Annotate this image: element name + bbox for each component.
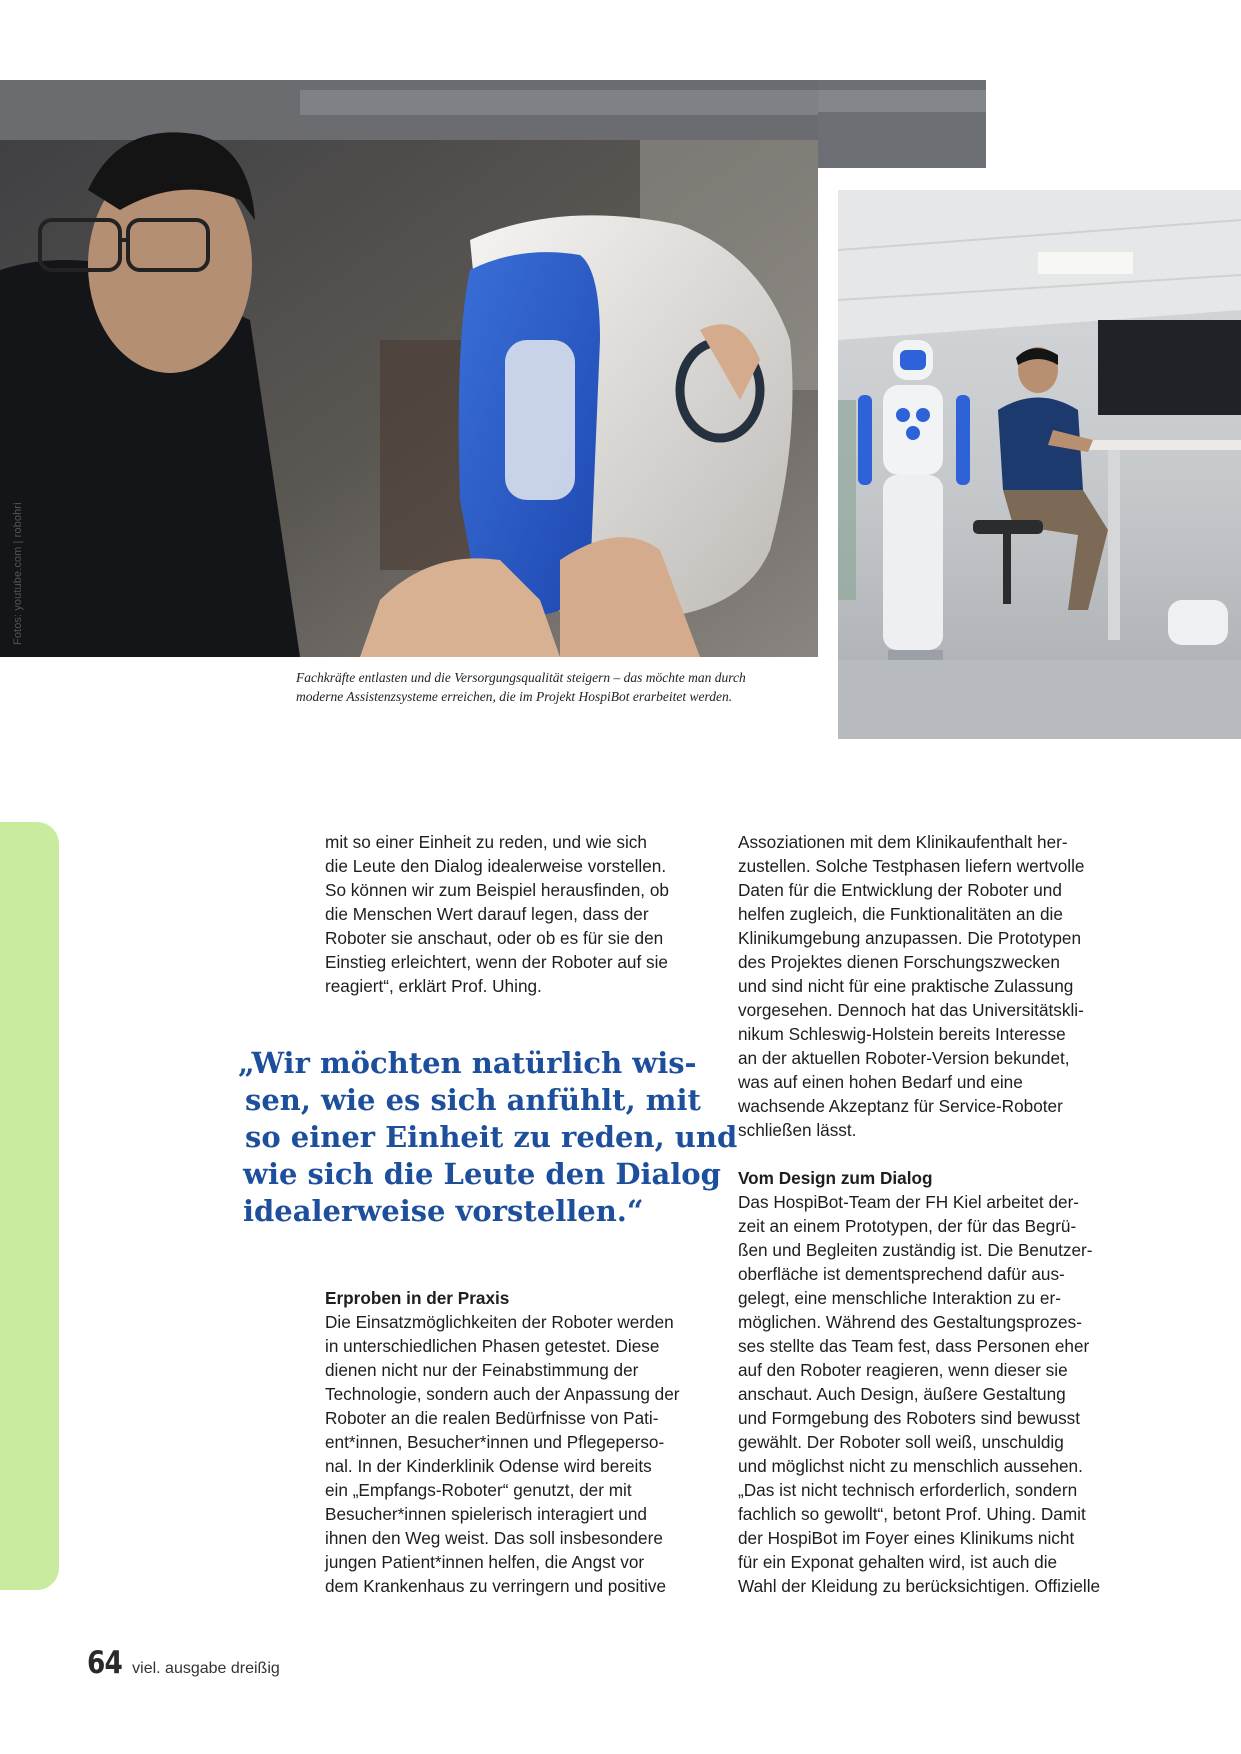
section-heading: Erproben in der Praxis: [325, 1288, 510, 1308]
text-line: nal. In der Kinderklinik Odense wird bereits: [325, 1456, 652, 1476]
text-line: helfen zugleich, die Funktionalitäten an die: [738, 904, 1063, 924]
text-line: Das HospiBot-Team der FH Kiel arbeitet der-: [738, 1192, 1080, 1212]
text-line: an der aktuellen Roboter-Version bekundet,: [738, 1048, 1070, 1068]
text-line: ihnen den Weg weist. Das soll insbesondere: [325, 1528, 663, 1548]
text-line: und sind nicht für eine praktische Zulassung: [738, 976, 1074, 996]
photo-caption: [296, 668, 816, 706]
text-line: und möglichst nicht zu menschlich aussehen.: [738, 1456, 1083, 1476]
caption-line: moderne Assistenzsysteme erreichen, die im Projekt HospiBot erarbeitet werden.: [296, 689, 733, 704]
text-line: ein „Empfangs-Roboter“ genutzt, der mit: [325, 1480, 632, 1500]
article-column-2: [738, 830, 1128, 1598]
text-line: Daten für die Entwicklung der Roboter und: [738, 880, 1062, 900]
text-line: nikum Schleswig-Holstein bereits Interesse: [738, 1024, 1066, 1044]
text-line: die Leute den Dialog idealerweise vorstellen.: [325, 856, 667, 876]
paragraph-spacer: [738, 1142, 1128, 1166]
quote-line: sen, wie es sich anfühlt, mit: [245, 1083, 701, 1117]
photo-researcher-robot-head: [0, 80, 818, 657]
text-line: zustellen. Solche Testphasen liefern wertvolle: [738, 856, 1085, 876]
text-line: jungen Patient*innen helfen, die Angst vor: [325, 1552, 645, 1572]
text-line: dem Krankenhaus zu verringern und positive: [325, 1576, 667, 1596]
article-column-1-section: [325, 1286, 715, 1598]
photo-researcher-desk-robot-image: [838, 190, 1241, 739]
text-line: ßen und Begleiten zuständig ist. Die Benutzer-: [738, 1240, 1093, 1260]
photo-researcher-robot-head-image: [0, 80, 818, 657]
photo-credit: Fotos: youtube.com | robohri: [12, 502, 24, 645]
quote-line: wie sich die Leute den Dialog: [243, 1157, 721, 1191]
text-line: „Das ist nicht technisch erforderlich, sondern: [738, 1480, 1078, 1500]
text-line: was auf einen hohen Bedarf und eine: [738, 1072, 1023, 1092]
quote-line: „Wir möchten natürlich wis-: [238, 1046, 697, 1080]
text-line: Besucher*innen spielerisch interagiert und: [325, 1504, 647, 1524]
text-line: anschaut. Auch Design, äußere Gestaltung: [738, 1384, 1066, 1404]
text-line: Roboter sie anschaut, oder ob es für sie den: [325, 928, 664, 948]
text-line: die Menschen Wert darauf legen, dass der: [325, 904, 649, 924]
side-accent-bar: [0, 822, 59, 1590]
text-line: auf den Roboter reagieren, wenn dieser sie: [738, 1360, 1068, 1380]
text-line: Assoziationen mit dem Klinikaufenthalt her-: [738, 832, 1068, 852]
caption-line: Fachkräfte entlasten und die Versorgungsqualität steigern – das möchte man durch: [296, 670, 746, 685]
photo-researcher-robot-head-extension: [818, 80, 986, 170]
text-line: gewählt. Der Roboter soll weiß, unschuldig: [738, 1432, 1064, 1452]
text-line: oberfläche ist dementsprechend dafür aus-: [738, 1264, 1065, 1284]
text-line: der HospiBot im Foyer eines Klinikums nicht: [738, 1528, 1075, 1548]
text-line: zeit an einem Prototypen, der für das Begrü-: [738, 1216, 1077, 1236]
text-line: Wahl der Kleidung zu berücksichtigen. Offizielle: [738, 1576, 1101, 1596]
quote-line: idealerweise vorstellen.“: [243, 1194, 644, 1228]
text-line: wachsende Akzeptanz für Service-Roboter: [738, 1096, 1063, 1116]
text-line: dienen nicht nur der Feinabstimmung der: [325, 1360, 639, 1380]
text-line: für ein Exponat gehalten wird, ist auch die: [738, 1552, 1058, 1572]
quote-line: so einer Einheit zu reden, und: [245, 1120, 738, 1154]
photo-researcher-desk-robot: [838, 190, 1241, 739]
page-footer: [87, 1645, 280, 1681]
text-line: So können wir zum Beispiel herausfinden, ob: [325, 880, 669, 900]
text-line: mit so einer Einheit zu reden, und wie sich: [325, 832, 647, 852]
text-line: fachlich so gewollt“, betont Prof. Uhing. Damit: [738, 1504, 1086, 1524]
text-line: vorgesehen. Dennoch hat das Universitätskli-: [738, 1000, 1084, 1020]
article-column-1: [325, 830, 715, 998]
text-line: Roboter an die realen Bedürfnisse von Pati-: [325, 1408, 659, 1428]
text-line: möglichen. Während des Gestaltungsprozes-: [738, 1312, 1082, 1332]
page-number: 64: [87, 1645, 122, 1681]
text-line: schließen lässt.: [738, 1120, 857, 1140]
text-line: des Projektes dienen Forschungszwecken: [738, 952, 1060, 972]
text-line: reagiert“, erklärt Prof. Uhing.: [325, 976, 542, 996]
text-line: Technologie, sondern auch der Anpassung der: [325, 1384, 680, 1404]
text-line: Klinikumgebung anzupassen. Die Prototypen: [738, 928, 1082, 948]
section-heading: Vom Design zum Dialog: [738, 1168, 933, 1188]
text-line: ent*innen, Besucher*innen und Pflegeperso-: [325, 1432, 665, 1452]
text-line: ses stellte das Team fest, dass Personen eher: [738, 1336, 1090, 1356]
text-line: und Formgebung des Roboters sind bewusst: [738, 1408, 1081, 1428]
text-line: Die Einsatzmöglichkeiten der Roboter werden: [325, 1312, 674, 1332]
text-line: in unterschiedlichen Phasen getestet. Diese: [325, 1336, 660, 1356]
pull-quote: [238, 1045, 738, 1230]
publication-name: viel. ausgabe dreißig: [132, 1660, 280, 1677]
text-line: Einstieg erleichtert, wenn der Roboter auf sie: [325, 952, 668, 972]
text-line: gelegt, eine menschliche Interaktion zu er-: [738, 1288, 1061, 1308]
photo-extension-image: [818, 80, 986, 170]
